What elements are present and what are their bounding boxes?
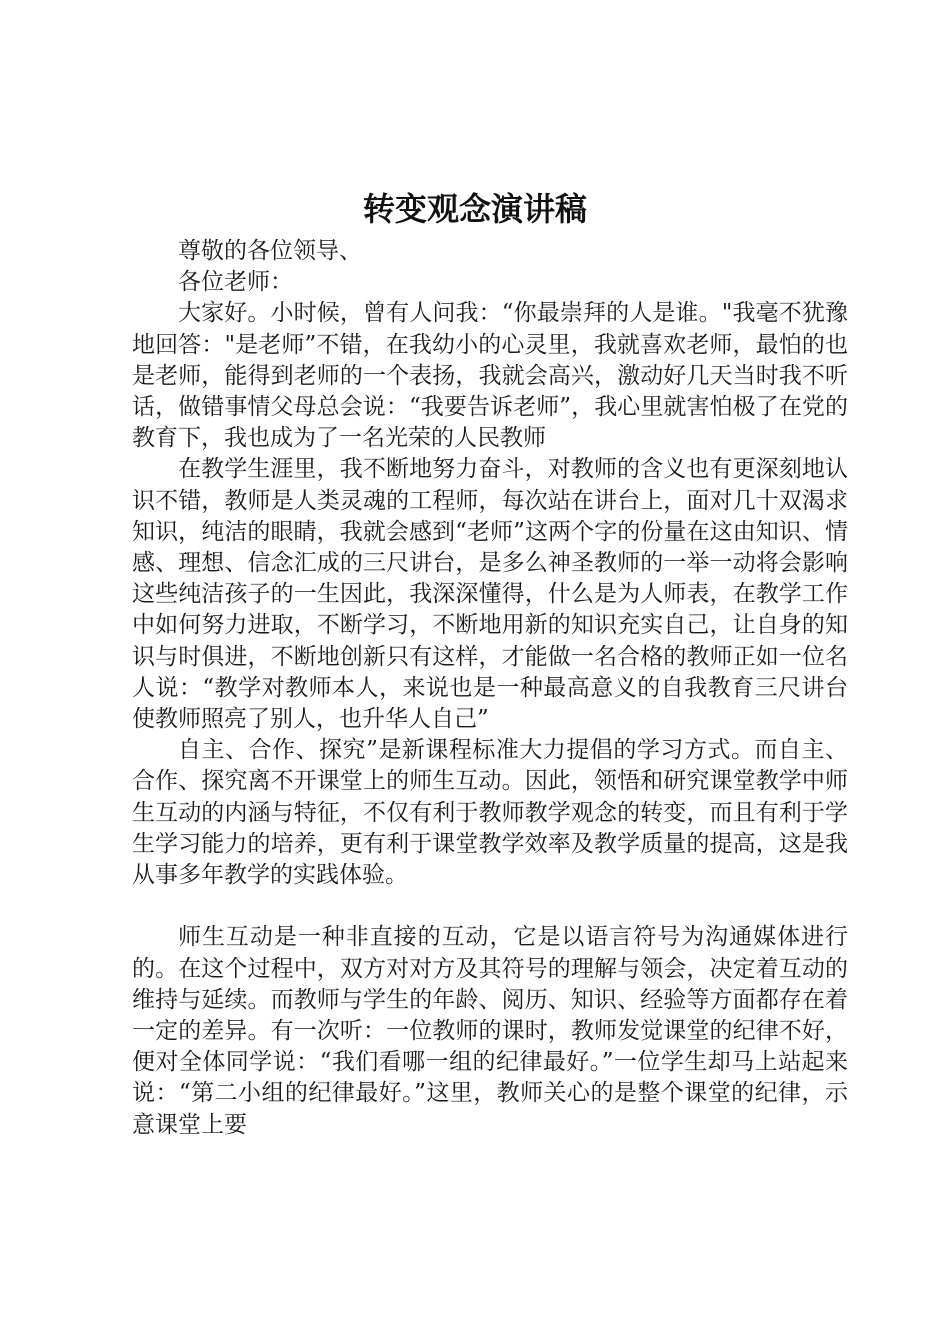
document-body <box>132 236 848 1141</box>
salutation-line-2: 各位老师： <box>178 269 293 296</box>
paragraph-teacher-student-interaction: 师生互动是一种非直接的互动，它是以语言符号为沟通媒体进行的。在这个过程中，双方对对方及其符号的理解与领会，决定着互动的维持与延续。而教师与学生的年龄、阅历、知识、经验等方面都存在着一定的差异。有一次听：一位教师的课时，教师发觉课堂的纪律不好，便对全体同学说：“我们看哪一组的纪律最好。”一位学生却马上站起来说：“第二小组的纪律最好。”这里，教师关心的是整个课堂的纪律，示意课堂上要 <box>132 924 848 1138</box>
document-title: 转变观念演讲稿 <box>362 190 587 228</box>
paragraph-teaching-career: 在教学生涯里，我不断地努力奋斗，对教师的含义也有更深刻地认识不错，教师是人类灵魂的工程师，每次站在讲台上，面对几十双渴求知识，纯洁的眼睛，我就会感到“老师”这两个字的份量在这由知识、情感、理想、信念汇成的三尺讲台，是多么神圣教师的一举一动将会影响这些纯洁孩子的一生因此，我深深懂得，什么是为人师表，在教学工作中如何努力进取，不断学习，不断地用新的知识充实自己，让自身的知识与时俱进，不断地创新只有这样，才能做一名合格的教师正如一位名人说：“教学对教师本人，来说也是一种最高意义的自我教育三尺讲台使教师照亮了别人，也升华人自己” <box>132 456 848 733</box>
paragraph-learning-method: 自主、合作、探究”是新课程标准大力提倡的学习方式。而自主、合作、探究离不开课堂上的师生互动。因此，领悟和研究课堂教学中师生互动的内涵与特征，不仅有利于教师教学观念的转变，而且有利于学生学习能力的培养，更有利于课堂教学效率及教学质量的提高，这是我从事多年教学的实践体验。 <box>132 737 848 889</box>
paragraph-intro: 大家好。小时候，曾有人问我：“你最崇拜的人是谁。"我毫不犹豫地回答："是老师”不错，在我幼小的心灵里，我就喜欢老师，最怕的也是老师，能得到老师的一个表扬，我就会高兴，激动好几天当时我不听话，做错事情父母总会说：“我要告诉老师”，我心里就害怕极了在党的教育下，我也成为了一名光荣的人民教师 <box>132 300 848 452</box>
salutation-line-1: 尊敬的各位领导、 <box>178 238 362 264</box>
